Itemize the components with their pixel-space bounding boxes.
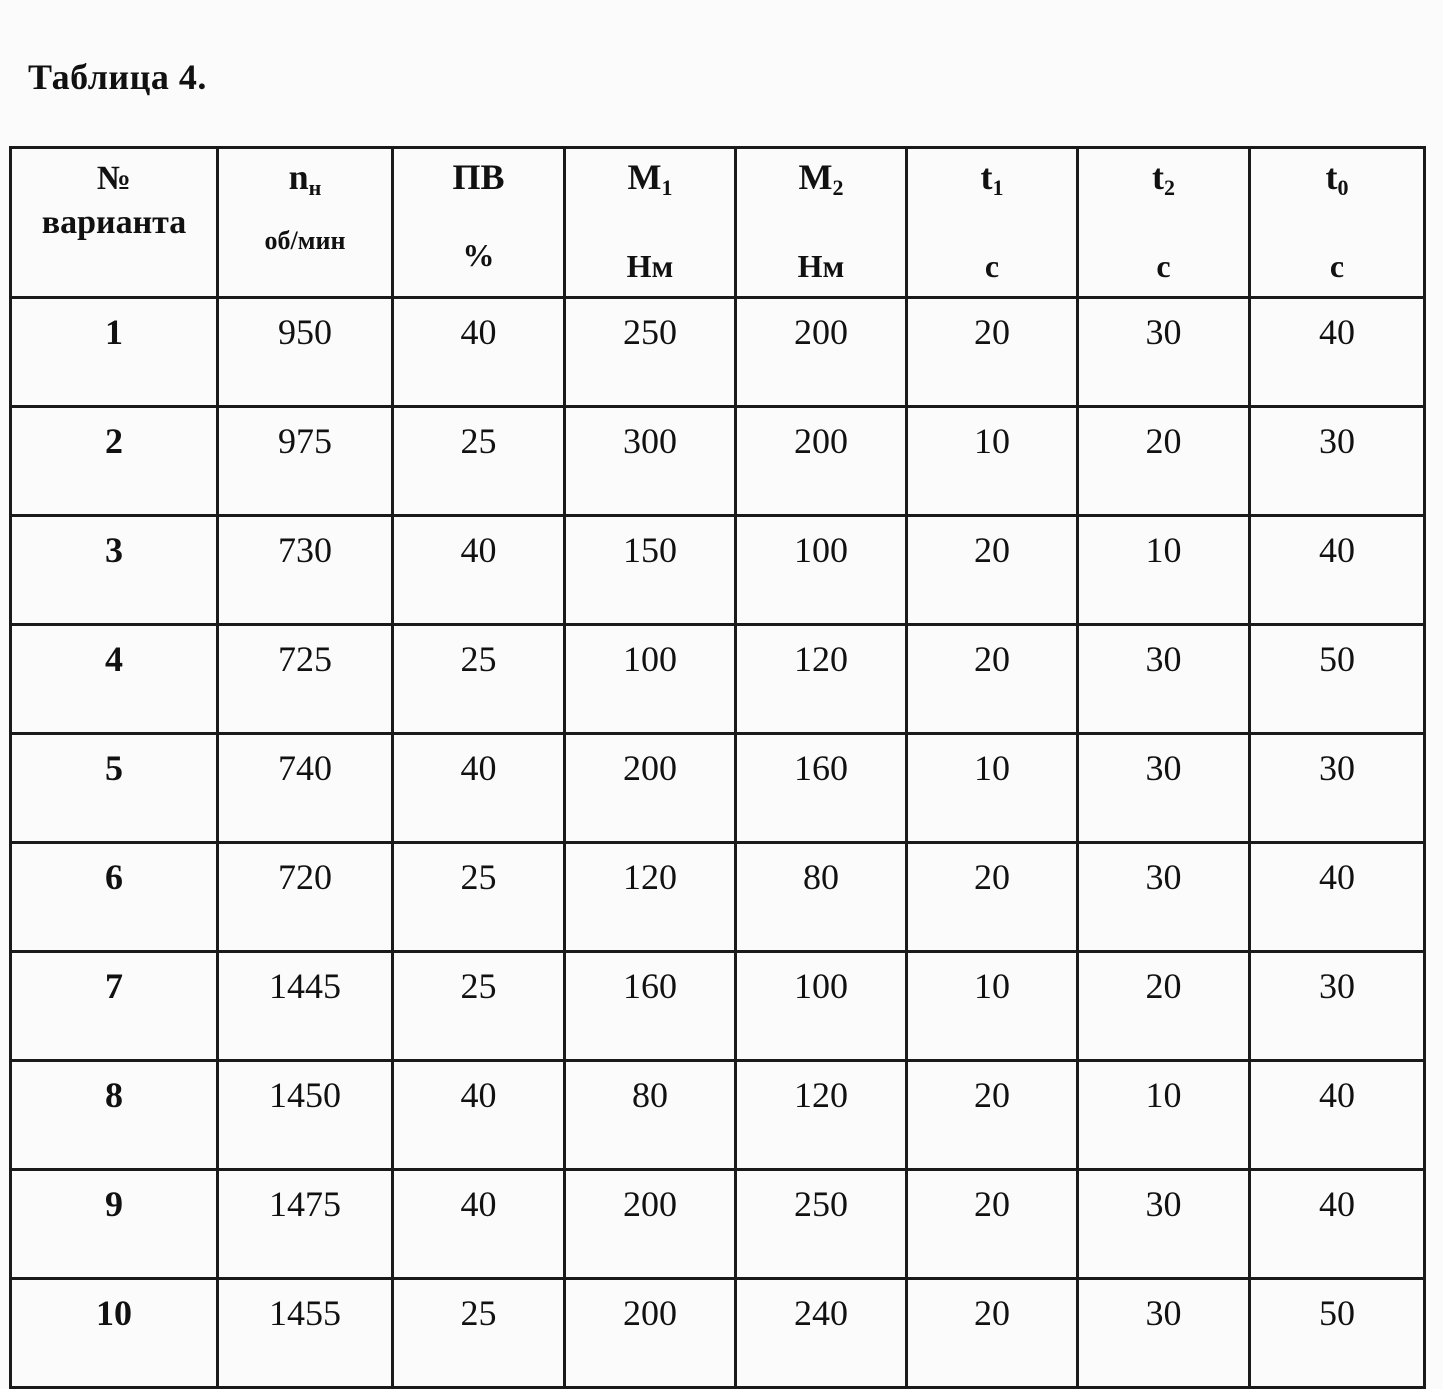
variant-number-cell: 1 [11, 298, 218, 407]
header-unit: с [984, 248, 1000, 284]
table-cell: 20 [1078, 952, 1250, 1061]
header-unit: об/мин [264, 226, 346, 255]
table-cell: 40 [393, 298, 565, 407]
table-row [11, 625, 1425, 734]
table-cell: 730 [218, 516, 393, 625]
header-symbol: $t_2$ [1152, 157, 1175, 200]
table-cell: 40 [1250, 1061, 1425, 1170]
table-cell: 40 [1250, 516, 1425, 625]
header-symbol: ПВ [452, 157, 505, 197]
variant-number-cell: 6 [11, 843, 218, 952]
table-row [11, 734, 1425, 843]
table-cell: 950 [218, 298, 393, 407]
table-cell: 20 [907, 843, 1078, 952]
table-cell: 40 [393, 1170, 565, 1279]
header-label: варианта [41, 204, 187, 241]
table-cell: 25 [393, 407, 565, 516]
table-cell: 740 [218, 734, 393, 843]
header-symbol: $M_2$ [798, 157, 844, 200]
table-cell: 40 [1250, 298, 1425, 407]
table-cell: 40 [1250, 1170, 1425, 1279]
table-cell: 20 [907, 1061, 1078, 1170]
table-cell: 100 [736, 952, 907, 1061]
table-cell: 200 [565, 1170, 736, 1279]
table-cell: 240 [736, 1279, 907, 1388]
header-time-0 [1250, 148, 1425, 298]
table-cell: 30 [1250, 407, 1425, 516]
table-body [11, 298, 1425, 1388]
header-unit: Нм [626, 248, 674, 284]
header-torque-2 [736, 148, 907, 298]
table-cell: 200 [565, 734, 736, 843]
header-unit: с [1329, 248, 1345, 284]
variant-number-cell: 2 [11, 407, 218, 516]
table-cell: 30 [1078, 843, 1250, 952]
variant-number-cell: 3 [11, 516, 218, 625]
variant-number-cell: 10 [11, 1279, 218, 1388]
table-cell: 10 [1078, 516, 1250, 625]
table-cell: 30 [1078, 298, 1250, 407]
table-cell: 20 [907, 298, 1078, 407]
table-row [11, 952, 1425, 1061]
header-unit: с [1156, 248, 1171, 284]
header-duty-cycle [393, 148, 565, 298]
table-cell: 975 [218, 407, 393, 516]
table-cell: 250 [565, 298, 736, 407]
table-cell: 160 [565, 952, 736, 1061]
header-torque-1 [565, 148, 736, 298]
table-cell: 150 [565, 516, 736, 625]
table-cell: 20 [907, 625, 1078, 734]
table-cell: 1450 [218, 1061, 393, 1170]
table-cell: 40 [393, 1061, 565, 1170]
variant-number-cell: 4 [11, 625, 218, 734]
table-row [11, 1170, 1425, 1279]
table-cell: 20 [1078, 407, 1250, 516]
table-cell: 30 [1078, 734, 1250, 843]
table-cell: 80 [565, 1061, 736, 1170]
table-cell: 40 [393, 516, 565, 625]
table-cell: 160 [736, 734, 907, 843]
table-cell: 1475 [218, 1170, 393, 1279]
table-cell: 80 [736, 843, 907, 952]
table-cell: 200 [736, 298, 907, 407]
table-cell: 10 [907, 952, 1078, 1061]
table-cell: 1455 [218, 1279, 393, 1388]
table-cell: 30 [1078, 625, 1250, 734]
table-cell: 20 [907, 516, 1078, 625]
table-row [11, 1279, 1425, 1388]
variant-number-cell: 8 [11, 1061, 218, 1170]
table-cell: 25 [393, 625, 565, 734]
header-symbol: $t_1$ [980, 157, 1004, 200]
table-cell: 25 [393, 843, 565, 952]
table-cell: 300 [565, 407, 736, 516]
header-speed [218, 148, 393, 298]
table-cell: 40 [1250, 843, 1425, 952]
header-symbol: $t_0$ [1325, 157, 1349, 200]
header-symbol: $M_1$ [627, 157, 673, 200]
table-cell: 10 [907, 734, 1078, 843]
table-cell: 720 [218, 843, 393, 952]
table-cell: 1445 [218, 952, 393, 1061]
table-row [11, 843, 1425, 952]
table-row [11, 1061, 1425, 1170]
table-cell: 20 [907, 1279, 1078, 1388]
table-cell: 20 [907, 1170, 1078, 1279]
table-row [11, 516, 1425, 625]
table-row [11, 407, 1425, 516]
data-table [9, 146, 1426, 1389]
header-row [11, 148, 1425, 298]
header-time-2 [1078, 148, 1250, 298]
table-cell: 50 [1250, 1279, 1425, 1388]
header-unit: Нм [797, 248, 845, 284]
table-cell: 250 [736, 1170, 907, 1279]
table-row [11, 298, 1425, 407]
table-cell: 30 [1250, 952, 1425, 1061]
table-cell: 200 [736, 407, 907, 516]
table-cell: 10 [907, 407, 1078, 516]
table-cell: 25 [393, 1279, 565, 1388]
table-cell: 100 [736, 516, 907, 625]
variant-number-cell: 9 [11, 1170, 218, 1279]
header-label: № [96, 160, 132, 197]
table-cell: 725 [218, 625, 393, 734]
table-cell: 120 [565, 843, 736, 952]
table-cell: 40 [393, 734, 565, 843]
table-cell: 120 [736, 625, 907, 734]
header-time-1 [907, 148, 1078, 298]
table-cell: 200 [565, 1279, 736, 1388]
table-cell: 120 [736, 1061, 907, 1170]
header-unit: % [462, 237, 495, 273]
table-cell: 30 [1078, 1279, 1250, 1388]
variant-number-cell: 7 [11, 952, 218, 1061]
header-symbol: $n_н$ [288, 157, 322, 200]
table-cell: 30 [1078, 1170, 1250, 1279]
table-cell: 50 [1250, 625, 1425, 734]
variant-number-cell: 5 [11, 734, 218, 843]
table-caption: Таблица 4. [28, 57, 207, 97]
header-variant-number [11, 148, 218, 298]
table-cell: 10 [1078, 1061, 1250, 1170]
table-cell: 30 [1250, 734, 1425, 843]
table-cell: 100 [565, 625, 736, 734]
table-cell: 25 [393, 952, 565, 1061]
